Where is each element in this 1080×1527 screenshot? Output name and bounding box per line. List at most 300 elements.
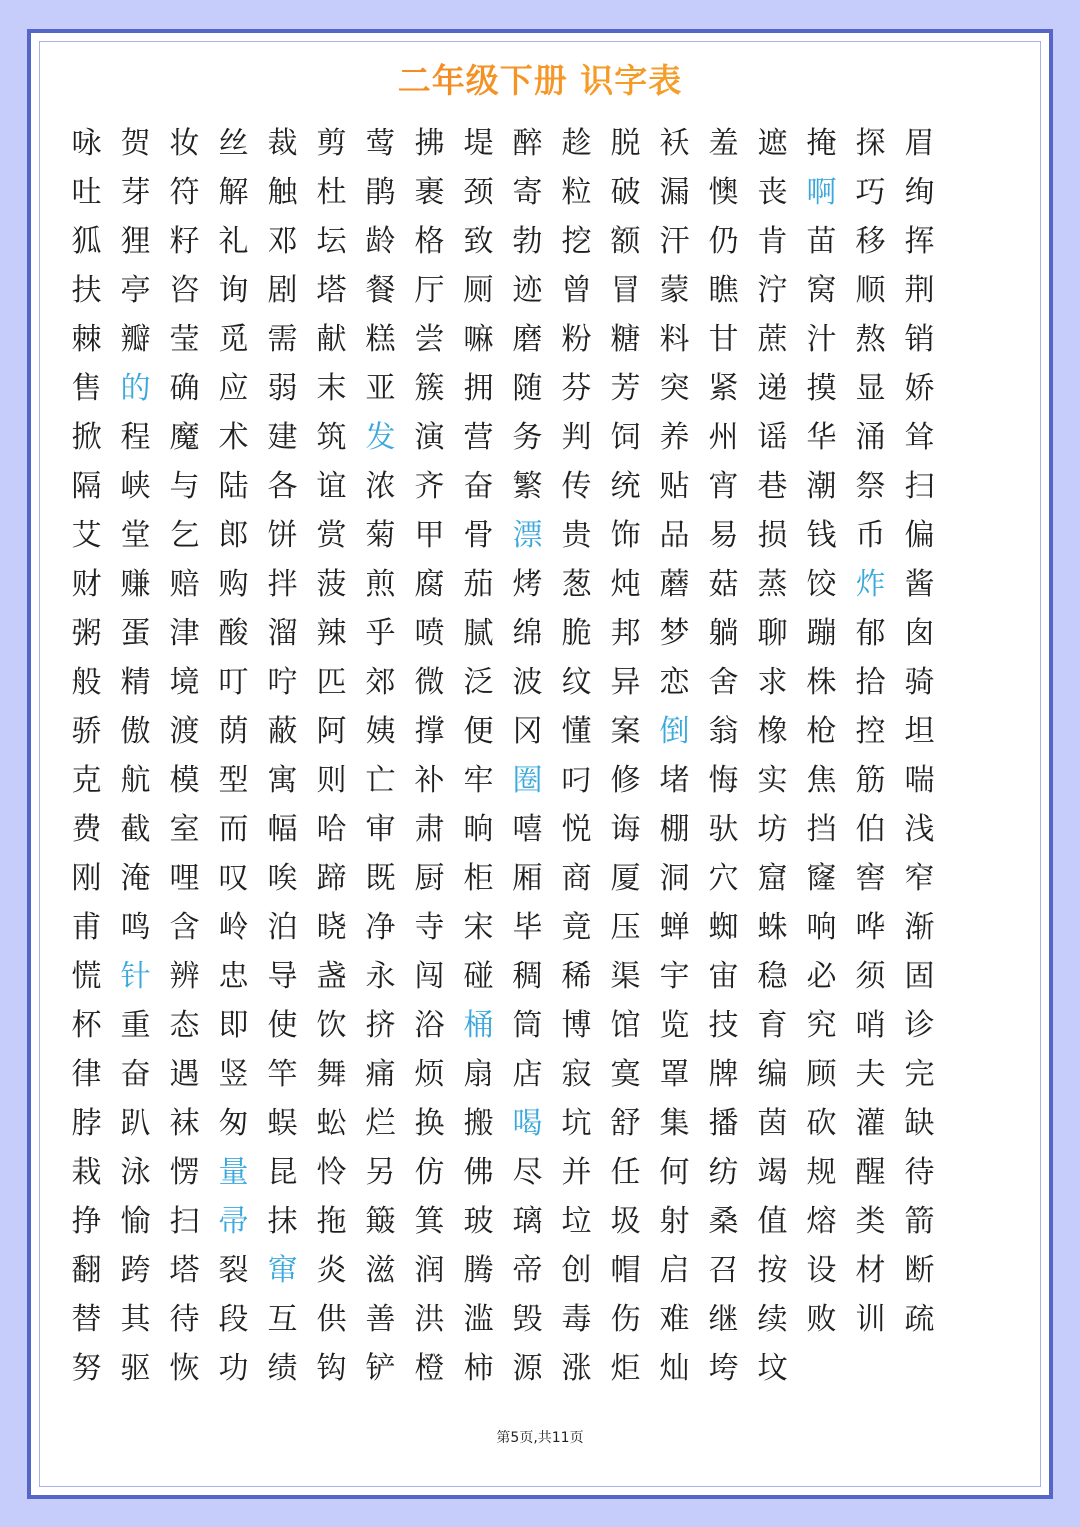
character: 伤 (610, 1302, 641, 1337)
highlighted-character: 桶 (463, 1008, 494, 1043)
character: 掀 (71, 420, 102, 455)
character: 酱 (904, 567, 935, 602)
character: 奋 (120, 1057, 151, 1092)
character: 贺 (120, 126, 151, 161)
character: 竖 (218, 1057, 249, 1092)
character: 剪 (316, 126, 347, 161)
character: 压 (610, 910, 641, 945)
character: 蒸 (757, 567, 788, 602)
character: 顺 (855, 273, 886, 308)
character: 纺 (708, 1155, 739, 1190)
character: 毁 (512, 1302, 543, 1337)
highlighted-character: 窜 (267, 1253, 298, 1288)
character: 求 (757, 665, 788, 700)
character: 涌 (855, 420, 886, 455)
character: 匹 (316, 665, 347, 700)
character: 醉 (512, 126, 543, 161)
character: 导 (267, 959, 298, 994)
character: 浅 (904, 812, 935, 847)
character: 递 (757, 371, 788, 406)
character: 饲 (610, 420, 641, 455)
highlighted-character: 喝 (512, 1106, 543, 1141)
character: 蘑 (659, 567, 690, 602)
character: 扫 (169, 1204, 200, 1239)
character: 颈 (463, 175, 494, 210)
character: 继 (708, 1302, 739, 1337)
character: 粥 (71, 616, 102, 651)
character: 段 (218, 1302, 249, 1337)
character: 其 (120, 1302, 151, 1337)
highlighted-character: 量 (218, 1155, 249, 1190)
character: 茵 (757, 1106, 788, 1141)
character: 辣 (316, 616, 347, 651)
character: 厦 (610, 861, 641, 896)
character: 栽 (71, 1155, 102, 1190)
character: 坊 (757, 812, 788, 847)
character: 勃 (512, 224, 543, 259)
character: 阿 (316, 714, 347, 749)
character: 灿 (659, 1351, 690, 1386)
character: 遇 (169, 1057, 200, 1092)
character: 蹄 (316, 861, 347, 896)
character: 饺 (806, 567, 837, 602)
character: 瓣 (120, 322, 151, 357)
character: 航 (120, 763, 151, 798)
character: 袄 (659, 126, 690, 161)
character: 寞 (610, 1057, 641, 1092)
page-number: 第5页,共11页 (496, 1430, 584, 1446)
character: 腻 (463, 616, 494, 651)
character: 圾 (610, 1204, 641, 1239)
character: 玻 (463, 1204, 494, 1239)
character: 姨 (365, 714, 396, 749)
character: 祭 (855, 469, 886, 504)
character: 哩 (169, 861, 200, 896)
character: 建 (267, 420, 298, 455)
character: 涨 (561, 1351, 592, 1386)
character: 翻 (71, 1253, 102, 1288)
character: 浴 (414, 1008, 445, 1043)
character: 必 (806, 959, 837, 994)
character: 搬 (463, 1106, 494, 1141)
character: 渠 (610, 959, 641, 994)
character: 坦 (904, 714, 935, 749)
character: 娇 (904, 371, 935, 406)
character: 蛛 (757, 910, 788, 945)
character: 烦 (414, 1057, 445, 1092)
character: 魔 (169, 420, 200, 455)
character: 规 (806, 1155, 837, 1190)
character: 蛋 (120, 616, 151, 651)
character: 功 (218, 1351, 249, 1386)
character: 丧 (757, 175, 788, 210)
character: 宇 (659, 959, 690, 994)
character: 喷 (414, 616, 445, 651)
character: 喘 (904, 763, 935, 798)
character: 态 (169, 1008, 200, 1043)
character: 绵 (512, 616, 543, 651)
character: 览 (659, 1008, 690, 1043)
character: 堤 (463, 126, 494, 161)
character: 怜 (316, 1155, 347, 1190)
character: 并 (561, 1155, 592, 1190)
character: 蒙 (659, 273, 690, 308)
character: 刚 (71, 861, 102, 896)
character: 设 (806, 1253, 837, 1288)
character: 创 (561, 1253, 592, 1288)
highlighted-character: 发 (365, 420, 396, 455)
character: 启 (659, 1253, 690, 1288)
character: 棘 (71, 322, 102, 357)
character: 泞 (757, 273, 788, 308)
character: 烂 (365, 1106, 396, 1141)
character: 夫 (855, 1057, 886, 1092)
character: 垃 (561, 1204, 592, 1239)
character: 竭 (757, 1155, 788, 1190)
character: 渐 (904, 910, 935, 945)
highlighted-character: 针 (120, 959, 151, 994)
character: 泛 (463, 665, 494, 700)
character: 菊 (365, 518, 396, 553)
character: 钱 (806, 518, 837, 553)
character: 使 (267, 1008, 298, 1043)
character: 亭 (120, 273, 151, 308)
character: 狐 (71, 224, 102, 259)
character: 格 (414, 224, 445, 259)
character: 解 (218, 175, 249, 210)
character: 哨 (855, 1008, 886, 1043)
character: 潮 (806, 469, 837, 504)
character: 叼 (561, 763, 592, 798)
character: 突 (659, 371, 690, 406)
character: 溜 (267, 616, 298, 651)
character: 播 (708, 1106, 739, 1141)
character: 荫 (218, 714, 249, 749)
character: 辨 (169, 959, 200, 994)
character: 财 (71, 567, 102, 602)
highlighted-character: 漂 (512, 518, 543, 553)
character: 窖 (855, 861, 886, 896)
character: 尽 (512, 1155, 543, 1190)
character-grid (62, 119, 968, 1393)
character: 末 (316, 371, 347, 406)
character: 截 (120, 812, 151, 847)
character: 漏 (659, 175, 690, 210)
character: 射 (659, 1204, 690, 1239)
character: 帝 (512, 1253, 543, 1288)
character: 固 (904, 959, 935, 994)
character: 拥 (463, 371, 494, 406)
character: 甘 (708, 322, 739, 357)
character: 堵 (659, 763, 690, 798)
character: 桑 (708, 1204, 739, 1239)
character: 便 (463, 714, 494, 749)
character: 购 (218, 567, 249, 602)
character: 饼 (267, 518, 298, 553)
character: 材 (855, 1253, 886, 1288)
character: 须 (855, 959, 886, 994)
character: 躺 (708, 616, 739, 651)
character: 洪 (414, 1302, 445, 1337)
character: 品 (659, 518, 690, 553)
character: 齐 (414, 469, 445, 504)
character: 滥 (463, 1302, 494, 1337)
character: 破 (610, 175, 641, 210)
character: 株 (806, 665, 837, 700)
highlighted-character: 的 (120, 371, 151, 406)
character: 饰 (610, 518, 641, 553)
character: 陆 (218, 469, 249, 504)
character: 礼 (218, 224, 249, 259)
character: 献 (316, 322, 347, 357)
character: 咏 (71, 126, 102, 161)
character: 绩 (267, 1351, 298, 1386)
character: 舍 (708, 665, 739, 700)
character: 毒 (561, 1302, 592, 1337)
character: 肃 (414, 812, 445, 847)
character: 判 (561, 420, 592, 455)
character: 钩 (316, 1351, 347, 1386)
character: 易 (708, 518, 739, 553)
character: 待 (904, 1155, 935, 1190)
character: 润 (414, 1253, 445, 1288)
character: 克 (71, 763, 102, 798)
character: 互 (267, 1302, 298, 1337)
character: 诲 (610, 812, 641, 847)
character: 控 (855, 714, 886, 749)
character: 忠 (218, 959, 249, 994)
character: 精 (120, 665, 151, 700)
character: 术 (218, 420, 249, 455)
character: 遮 (757, 126, 788, 161)
character: 扶 (71, 273, 102, 308)
character: 技 (708, 1008, 739, 1043)
character: 馆 (610, 1008, 641, 1043)
character: 醒 (855, 1155, 886, 1190)
character: 牢 (463, 763, 494, 798)
character: 宋 (463, 910, 494, 945)
character: 骄 (71, 714, 102, 749)
character: 妆 (169, 126, 200, 161)
character: 葱 (561, 567, 592, 602)
character: 换 (414, 1106, 445, 1141)
character: 慌 (71, 959, 102, 994)
character: 拌 (267, 567, 298, 602)
character: 诊 (904, 1008, 935, 1043)
character: 觅 (218, 322, 249, 357)
character: 餐 (365, 273, 396, 308)
character: 难 (659, 1302, 690, 1337)
character: 召 (708, 1253, 739, 1288)
character: 商 (561, 861, 592, 896)
character: 蜈 (267, 1106, 298, 1141)
character: 努 (71, 1351, 102, 1386)
character: 询 (218, 273, 249, 308)
character: 龄 (365, 224, 396, 259)
character: 懊 (708, 175, 739, 210)
character: 谣 (757, 420, 788, 455)
character: 营 (463, 420, 494, 455)
character: 熬 (855, 322, 886, 357)
highlighted-character: 啊 (806, 175, 837, 210)
character: 币 (855, 518, 886, 553)
character: 筒 (512, 1008, 543, 1043)
character: 嘻 (512, 812, 543, 847)
character: 骨 (463, 518, 494, 553)
character: 挡 (806, 812, 837, 847)
character: 盏 (316, 959, 347, 994)
character: 穴 (708, 861, 739, 896)
character: 挤 (365, 1008, 396, 1043)
character: 仍 (708, 224, 739, 259)
character: 茄 (463, 567, 494, 602)
character: 聊 (757, 616, 788, 651)
character: 艾 (71, 518, 102, 553)
character: 冒 (610, 273, 641, 308)
character: 完 (904, 1057, 935, 1092)
character: 酸 (218, 616, 249, 651)
character: 绚 (904, 175, 935, 210)
character: 佛 (463, 1155, 494, 1190)
character: 何 (659, 1155, 690, 1190)
character: 符 (169, 175, 200, 210)
character: 源 (512, 1351, 543, 1386)
character: 荆 (904, 273, 935, 308)
character: 咨 (169, 273, 200, 308)
character: 既 (365, 861, 396, 896)
character: 审 (365, 812, 396, 847)
character: 蜘 (708, 910, 739, 945)
character: 摸 (806, 371, 837, 406)
character: 跨 (120, 1253, 151, 1288)
character: 蹦 (806, 616, 837, 651)
character: 邦 (610, 616, 641, 651)
character: 杯 (71, 1008, 102, 1043)
character: 稳 (757, 959, 788, 994)
character: 眉 (904, 126, 935, 161)
character: 晓 (316, 910, 347, 945)
character: 微 (414, 665, 445, 700)
character: 断 (904, 1253, 935, 1288)
character: 炖 (610, 567, 641, 602)
character: 实 (757, 763, 788, 798)
character: 剧 (267, 273, 298, 308)
character: 趴 (120, 1106, 151, 1141)
character: 编 (757, 1057, 788, 1092)
character: 店 (512, 1057, 543, 1092)
character: 尝 (414, 322, 445, 357)
character: 津 (169, 616, 200, 651)
character: 泊 (267, 910, 298, 945)
character: 模 (169, 763, 200, 798)
character: 甲 (414, 518, 445, 553)
character: 各 (267, 469, 298, 504)
character: 袜 (169, 1106, 200, 1141)
character: 骑 (904, 665, 935, 700)
character: 即 (218, 1008, 249, 1043)
character: 箕 (414, 1204, 445, 1239)
character: 繁 (512, 469, 543, 504)
character: 邓 (267, 224, 298, 259)
character: 丝 (218, 126, 249, 161)
character: 程 (120, 420, 151, 455)
highlighted-character: 帚 (218, 1204, 249, 1239)
character: 寂 (561, 1057, 592, 1092)
character: 裁 (267, 126, 298, 161)
character: 寺 (414, 910, 445, 945)
character: 糖 (610, 322, 641, 357)
character: 舒 (610, 1106, 641, 1141)
character: 菇 (708, 567, 739, 602)
character: 奋 (463, 469, 494, 504)
character: 痛 (365, 1057, 396, 1092)
character: 裹 (414, 175, 445, 210)
character: 塔 (316, 273, 347, 308)
character: 仿 (414, 1155, 445, 1190)
character: 乞 (169, 518, 200, 553)
character: 浓 (365, 469, 396, 504)
character: 鸣 (120, 910, 151, 945)
character: 挣 (71, 1204, 102, 1239)
character: 铲 (365, 1351, 396, 1386)
character: 筋 (855, 763, 886, 798)
character: 郁 (855, 616, 886, 651)
character: 翁 (708, 714, 739, 749)
character: 窟 (757, 861, 788, 896)
character: 菠 (316, 567, 347, 602)
character: 腾 (463, 1253, 494, 1288)
character: 箭 (904, 1204, 935, 1239)
character: 扇 (463, 1057, 494, 1092)
character: 橙 (414, 1351, 445, 1386)
character: 脱 (610, 126, 641, 161)
character: 悔 (708, 763, 739, 798)
character: 懂 (561, 714, 592, 749)
character: 裂 (218, 1253, 249, 1288)
character: 替 (71, 1302, 102, 1337)
character: 厨 (414, 861, 445, 896)
character: 泳 (120, 1155, 151, 1190)
character: 莹 (169, 322, 200, 357)
character: 探 (855, 126, 886, 161)
character: 统 (610, 469, 641, 504)
character: 蔽 (267, 714, 298, 749)
character: 愣 (169, 1155, 200, 1190)
character: 而 (218, 812, 249, 847)
character: 柿 (463, 1351, 494, 1386)
character: 宙 (708, 959, 739, 994)
character: 叮 (218, 665, 249, 700)
character: 垮 (708, 1351, 739, 1386)
character: 赔 (169, 567, 200, 602)
character: 淹 (120, 861, 151, 896)
character: 赏 (316, 518, 347, 553)
character: 洞 (659, 861, 690, 896)
character: 罩 (659, 1057, 690, 1092)
character: 糕 (365, 322, 396, 357)
character: 竿 (267, 1057, 298, 1092)
character: 致 (463, 224, 494, 259)
character: 演 (414, 420, 445, 455)
character: 窝 (806, 273, 837, 308)
character: 蔗 (757, 322, 788, 357)
character: 曾 (561, 273, 592, 308)
character: 销 (904, 322, 935, 357)
character: 筑 (316, 420, 347, 455)
character: 料 (659, 322, 690, 357)
character: 般 (71, 665, 102, 700)
character: 哈 (316, 812, 347, 847)
